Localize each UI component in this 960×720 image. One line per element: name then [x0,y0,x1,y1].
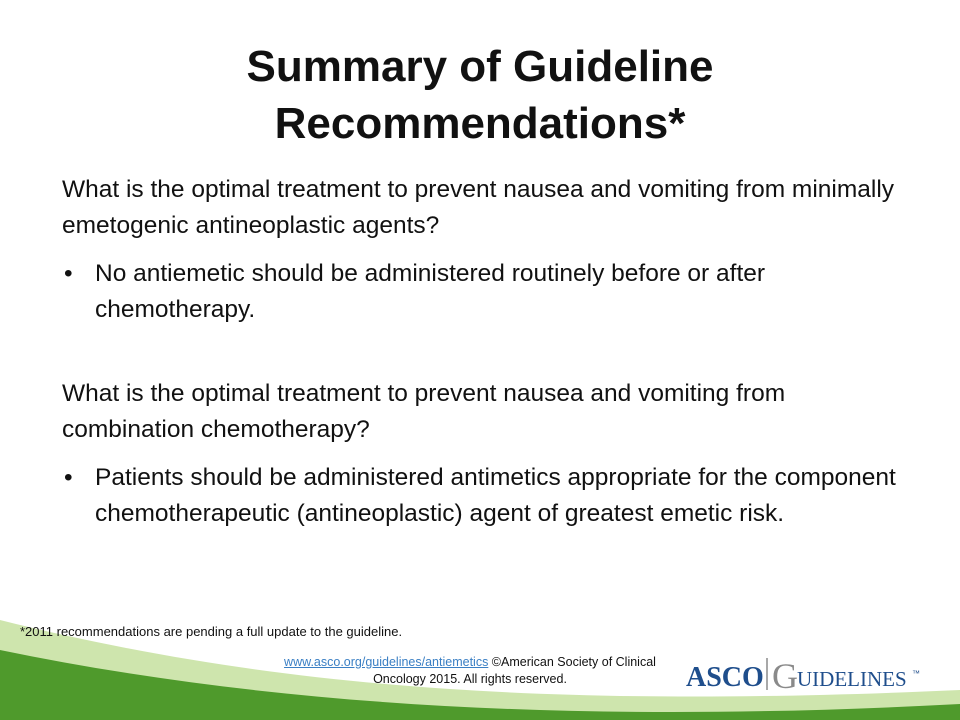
asco-guidelines-logo [684,650,924,698]
question-2: What is the optimal treatment to prevent nausea and vomiting from combination chemotherapy? [62,380,786,443]
logo-asco-text: ASCO [686,662,764,693]
bullet-1-text: No antiemetic should be administered routinely before or after chemotherapy. [95,260,766,323]
logo-g-text: G [772,656,798,696]
copyright-notice [270,654,670,688]
page-title: Summary of Guideline Recommendations* [246,42,714,148]
footnote: *2011 recommendations are pending a full update to the guideline. [20,624,403,639]
logo-trademark: ™ [912,669,920,678]
bullet-2-text: Patients should be administered antimetics appropriate for the component chemotherapeutic (antineoplastic) agent of greatest emetic risk. [95,464,896,527]
copyright-text: ©American Society of Clinical Oncology 2015. All rights reserved. [373,655,656,686]
question-1: What is the optimal treatment to prevent nausea and vomiting from minimally emetogenic antineoplastic agents? [62,176,895,239]
guideline-link[interactable]: www.asco.org/guidelines/antiemetics [284,655,489,669]
bullet-dot-icon: • [64,464,73,491]
bullet-dot-icon: • [64,260,73,287]
logo-guidelines-text: UIDELINES [797,667,907,691]
